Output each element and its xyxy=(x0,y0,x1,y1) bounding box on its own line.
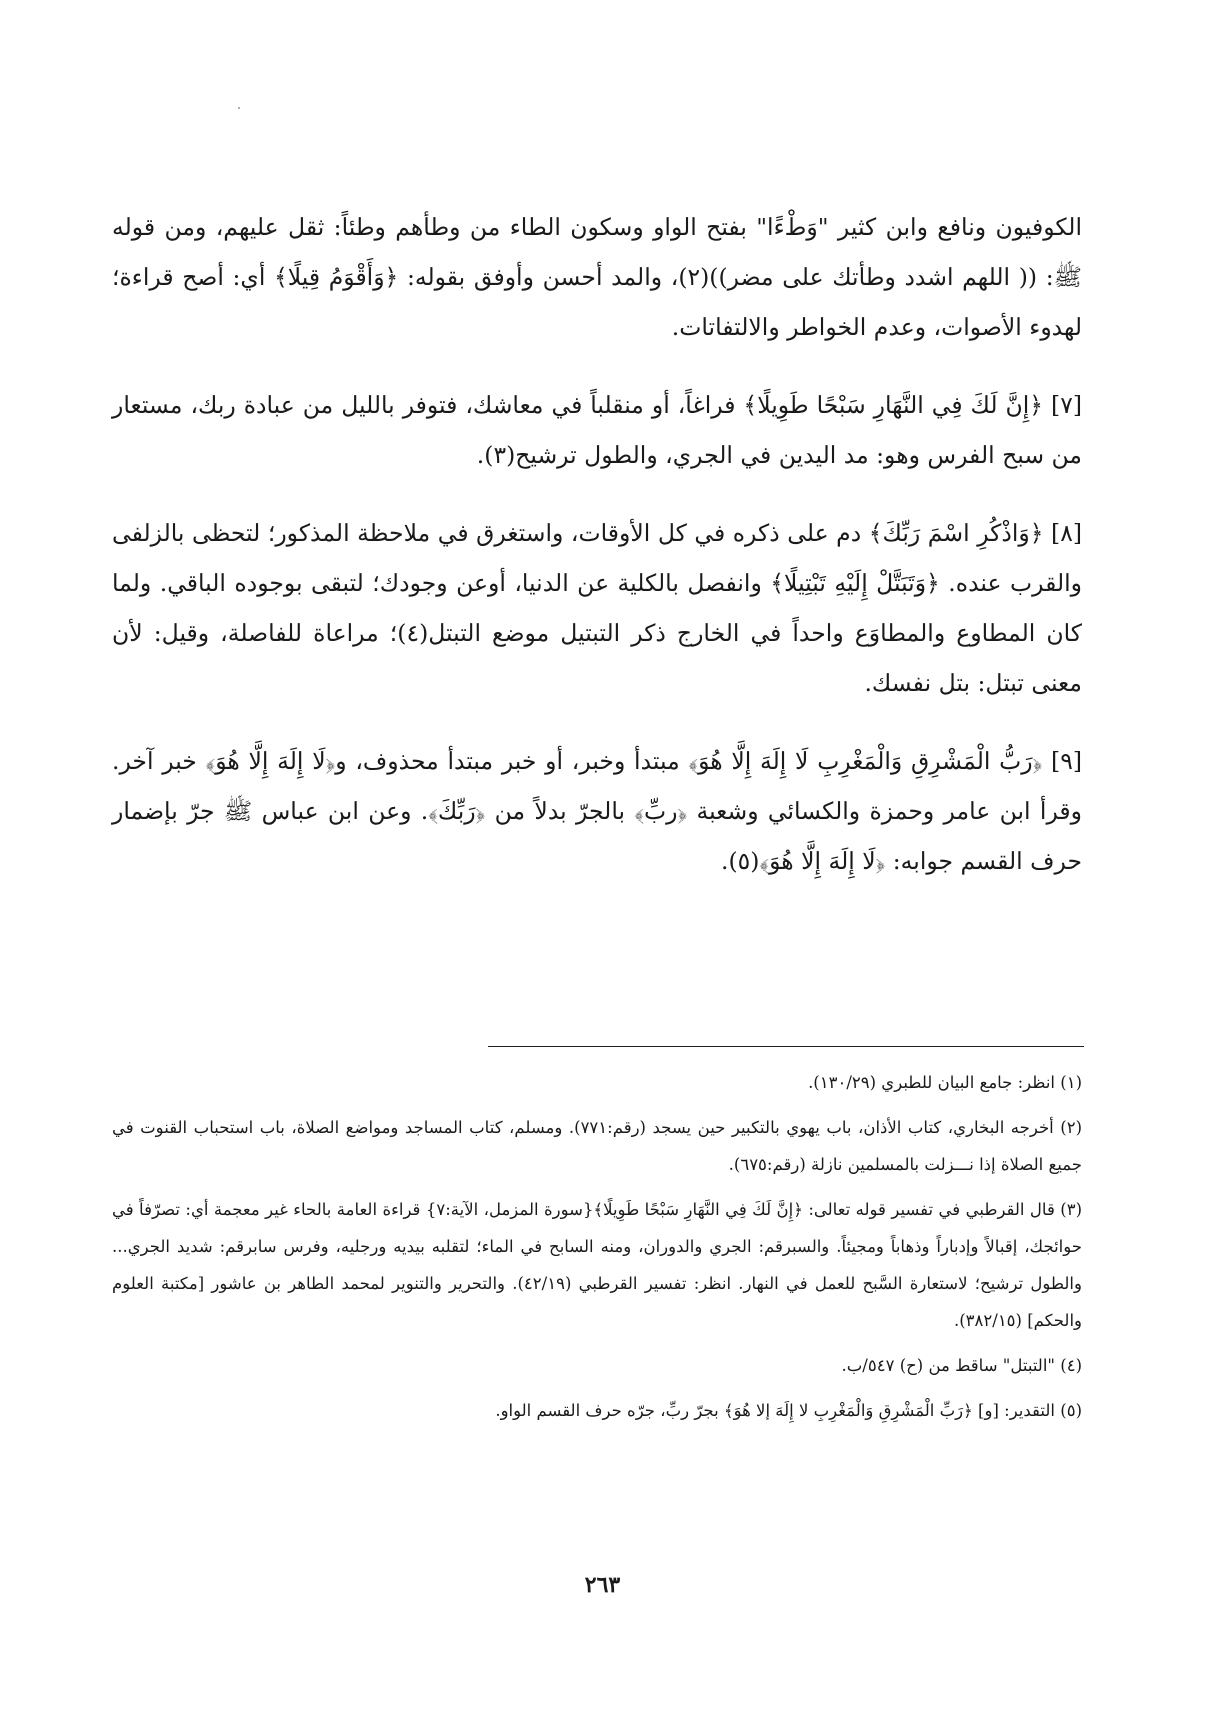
footnote-1: (١) انظر: جامع البيان للطبري (١٣٠/٢٩). xyxy=(808,1073,1082,1092)
footnote-separator xyxy=(488,1046,1084,1047)
paragraph-continuation: الكوفيون ونافع وابن كثير "وَطْءًا" بفتح الواو وسكون الطاء من وطأهم وطئاً: ثقل عليهم، ومن قوله ﷺ: (( اللهم اشدد وطأتك على مضر))(٢)، والمد أحسن وأوفق بقوله: ﴿وَأَقْوَمُ قِيلًا﴾ أي: أصح قراءة؛ لهدوء الأصوات، وعدم الخواطر والالتفاتات. xyxy=(112,213,1082,341)
footnote-5: (٥) التقدير: [و] ﴿رَبِّ الْمَشْرِقِ وَالْمَغْرِبِ لا إِلَهَ إلا هُوَ﴾ بجرّ ربِّ، جرّه حرف القسم الواو. xyxy=(495,1401,1082,1420)
scan-speck xyxy=(238,107,240,109)
paragraph-verse-9: [٩] ﴿رَبُّ الْمَشْرِقِ وَالْمَغْرِبِ لَا إِلَهَ إِلَّا هُوَ﴾ مبتدأ وخبر، أو خبر مبتدأ محذوف، و﴿لَا إِلَهَ إِلَّا هُوَ﴾ خبر آخر. وقرأ ابن عامر وحمزة والكسائي وشعبة ﴿ربِّ﴾ بالجرّ بدلاً من ﴿رَبِّكَ﴾. وعن ابن عباس ﷺ جرّ بإضمار حرف القسم جوابه: ﴿لَا إِلَهَ إِلَّا هُوَ﴾(٥). xyxy=(112,747,1082,875)
paragraph-verse-7: [٧] ﴿إِنَّ لَكَ فِي النَّهَارِ سَبْحًا طَوِيلًا﴾ فراغاً، أو منقلباً في معاشك، فتوفر بالليل من عبادة ربك، مستعار من سبح الفرس وهو: مد اليدين في الجري، والطول ترشيح(٣). xyxy=(112,391,1082,469)
footnote-4: (٤) "التبتل" ساقط من (ح) ٥٤٧/ب. xyxy=(841,1356,1082,1375)
footnotes xyxy=(112,1064,1082,1437)
footnote-2: (٢) أخرجه البخاري، كتاب الأذان، باب يهوي بالتكبير حين يسجد (رقم:٧٧١). ومسلم، كتاب المساجد ومواضع الصلاة، باب استحباب القنوت في جميع الصلاة إذا نـــزلت بالمسلمين نازلة (رقم:٦٧٥). xyxy=(112,1118,1082,1174)
footnote-3: (٣) قال القرطبي في تفسير قوله تعالى: ﴿إِنَّ لَكَ فِي النَّهَارِ سَبْحًا طَوِيلًا﴾{سورة المزمل، الآية:٧} قراءة العامة بالحاء غير معجمة أي: تصرّفاً في حوائجك، إقبالاً وإدباراً وذهاباً ومجيئاً. والسبرقم: الجري والدوران، ومنه السابح في الماء؛ لتقلبه بيديه ورجليه، وفرس سابرقم: شديد الجري... والطول ترشيح؛ لاستعارة السَّبح للعمل في النهار. انظر: تفسير القرطبي (٤٢/١٩). والتحرير والتنوير لمحمد الطاهر بن عاشور [مكتبة العلوم والحكم] (٣٨٢/١٥). xyxy=(112,1200,1082,1330)
paragraph-verse-8: [٨] ﴿وَاذْكُرِ اسْمَ رَبِّكَ﴾ دم على ذكره في كل الأوقات، واستغرق في ملاحظة المذكور؛ لتحظى بالزلفى والقرب عنده. ﴿وَتَبَتَّلْ إِلَيْهِ تَبْتِيلًا﴾ وانفصل بالكلية عن الدنيا، أوعن وجودك؛ لتبقى بوجوده الباقي. ولما كان المطاوع والمطاوَع واحداً في الخارج ذكر التبتيل موضع التبتل(٤)؛ مراعاة للفاصلة، وقيل: لأن معنى تبتل: بتل نفسك. xyxy=(112,519,1082,697)
page-number: ٢٦٣ xyxy=(584,1572,621,1598)
main-text xyxy=(112,202,1082,914)
